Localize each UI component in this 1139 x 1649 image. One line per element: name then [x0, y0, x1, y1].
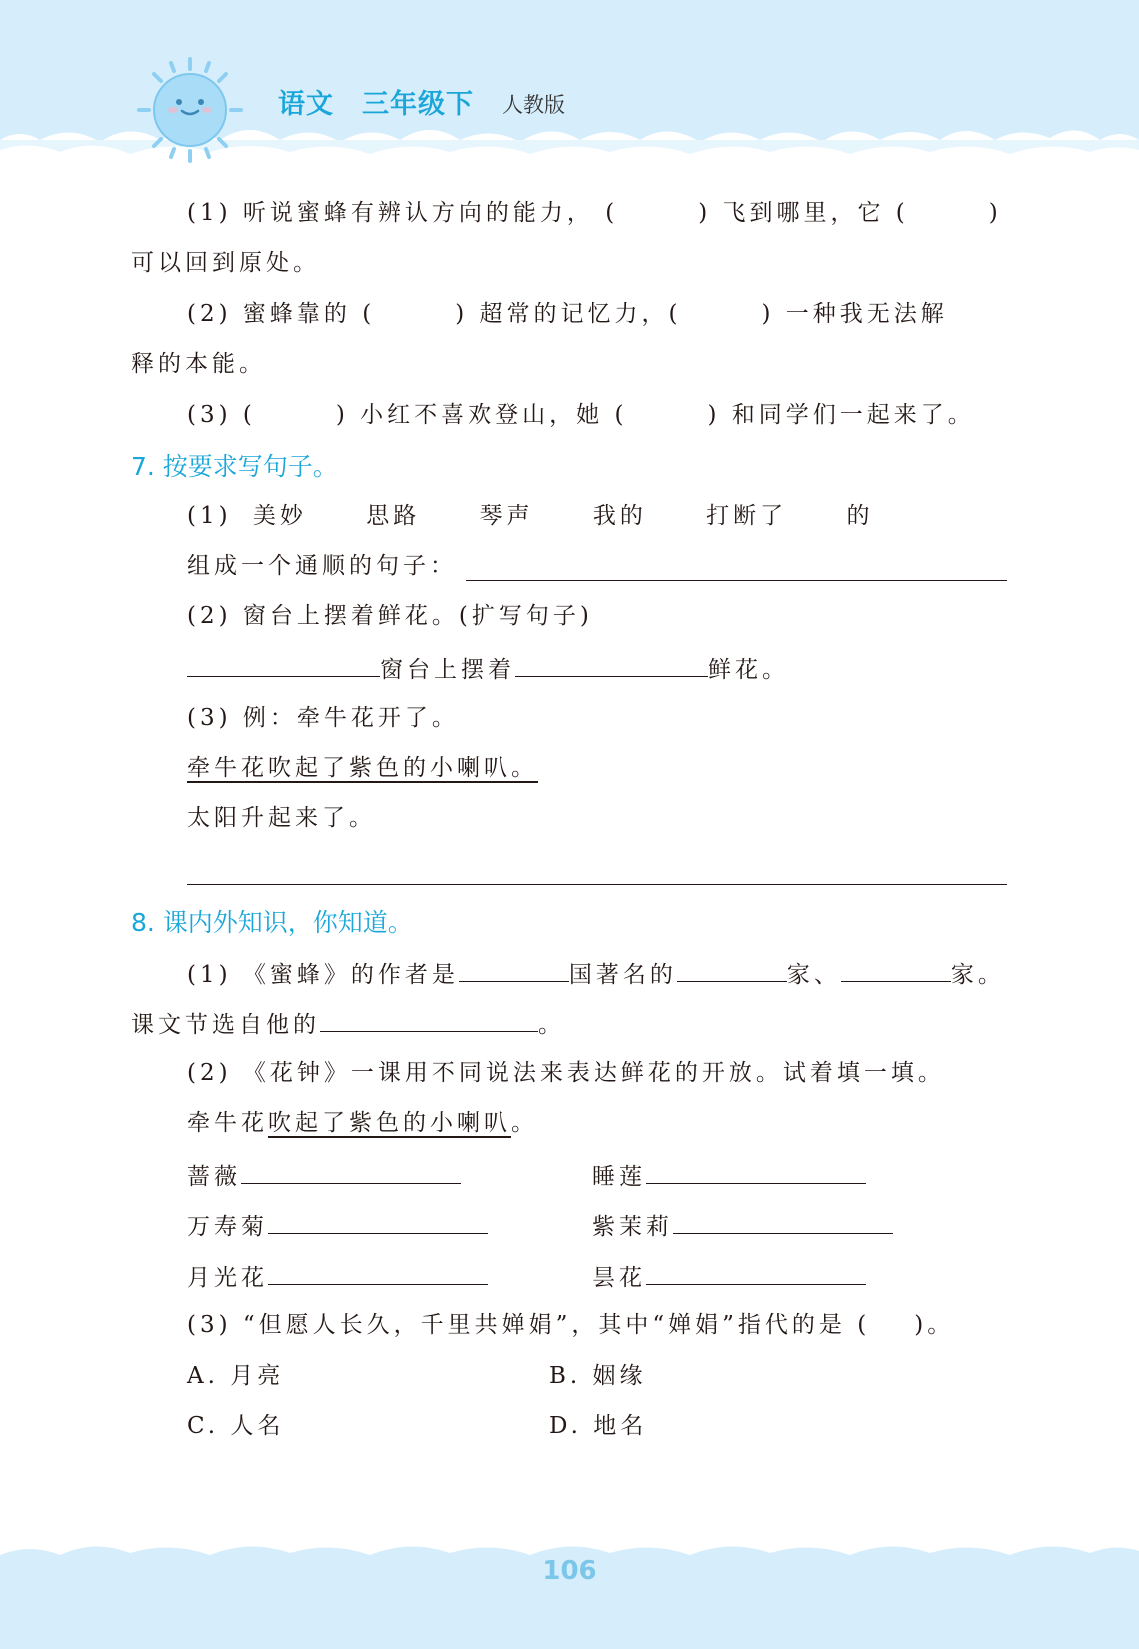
q7-part3: (3) 例：牵牛花开了。 [187, 705, 459, 731]
q8-option-d[interactable]: D. 地名 [549, 1413, 648, 1439]
header-edition: 人教版 [502, 93, 565, 117]
q8-flower-marigold: 万寿菊 [187, 1209, 488, 1242]
q7-part3-question: 太阳升起来了。 [187, 805, 376, 831]
q6-line-1: (1) 听说蜜蜂有辨认方向的能力， ( ) 飞到哪里，它 ( ) [187, 200, 1002, 226]
q8-flower-rose: 蔷薇 [187, 1159, 461, 1192]
q8-flower-epiphyllum: 昙花 [592, 1260, 866, 1293]
q8-option-c[interactable]: C. 人名 [187, 1413, 285, 1439]
q8-part1-line-1: (1) 《蜜蜂》的作者是 国著名的 家、 家。 [187, 957, 1005, 990]
q8-option-b[interactable]: B. 姻缘 [549, 1363, 647, 1389]
q7-part2: (2) 窗台上摆着鲜花。(扩写句子) [187, 603, 593, 629]
q8-part3: (3) “但愿人长久，千里共婵娟”，其中“婵娟”指代的是 ( )。 [187, 1312, 955, 1338]
header-subject: 语文 [278, 89, 334, 120]
q8-flower-blank-4[interactable] [673, 1209, 893, 1234]
q7-part2-answer: 窗台上摆着 鲜花。 [187, 652, 789, 685]
q8-part2: (2) 《花钟》一课用不同说法来表达鲜花的开放。试着填一填。 [187, 1060, 945, 1086]
q6-line-4: 释的本能。 [131, 351, 266, 377]
q8-option-a[interactable]: A. 月亮 [187, 1363, 285, 1389]
q7-title: 7. 按要求写句子。 [131, 452, 338, 481]
q7-part1-prompt: 组成一个通顺的句子： [187, 553, 457, 579]
q8-flower-four-oclock: 紫茉莉 [592, 1209, 893, 1242]
q8-part1-line-2: 课文节选自他的 。 [131, 1007, 565, 1040]
q8-blank-book[interactable] [320, 1007, 538, 1032]
q8-flower-blank-5[interactable] [268, 1260, 488, 1285]
sun-mascot-icon [135, 55, 245, 165]
q8-flower-blank-6[interactable] [646, 1260, 866, 1285]
q8-flower-blank-2[interactable] [646, 1159, 866, 1184]
q7-part3-answer-line[interactable] [187, 884, 1007, 885]
q8-flower-blank-3[interactable] [268, 1209, 488, 1234]
q8-title: 8. 课内外知识，你知道。 [131, 908, 413, 937]
q8-flower-moonflower: 月光花 [187, 1260, 488, 1293]
q8-part2-example: 牵牛花吹起了紫色的小喇叭。 [187, 1110, 538, 1136]
page-number: 106 [542, 1556, 597, 1586]
q6-line-5: (3) ( ) 小红不喜欢登山，她 ( ) 和同学们一起来了。 [187, 402, 975, 428]
q6-line-2: 可以回到原处。 [131, 250, 320, 276]
q7-part2-blank-2[interactable] [515, 652, 708, 677]
q7-part2-blank-1[interactable] [187, 652, 380, 677]
q7-part1-words: (1) 美妙 思路 琴声 我的 打断了 的 [187, 503, 874, 529]
q8-flower-waterlily: 睡莲 [592, 1159, 866, 1192]
q8-blank-profession-1[interactable] [677, 957, 787, 982]
header-grade: 三年级下 [362, 89, 474, 120]
q8-blank-country[interactable] [459, 957, 569, 982]
footer-cloud-band [0, 1535, 1139, 1649]
q7-part3-example: 牵牛花吹起了紫色的小喇叭。 [187, 755, 538, 781]
q7-part1-answer-line[interactable] [466, 580, 1007, 581]
q6-line-3: (2) 蜜蜂靠的 ( ) 超常的记忆力，( ) 一种我无法解 [187, 301, 948, 327]
q8-flower-blank-1[interactable] [241, 1159, 461, 1184]
q8-blank-profession-2[interactable] [841, 957, 951, 982]
